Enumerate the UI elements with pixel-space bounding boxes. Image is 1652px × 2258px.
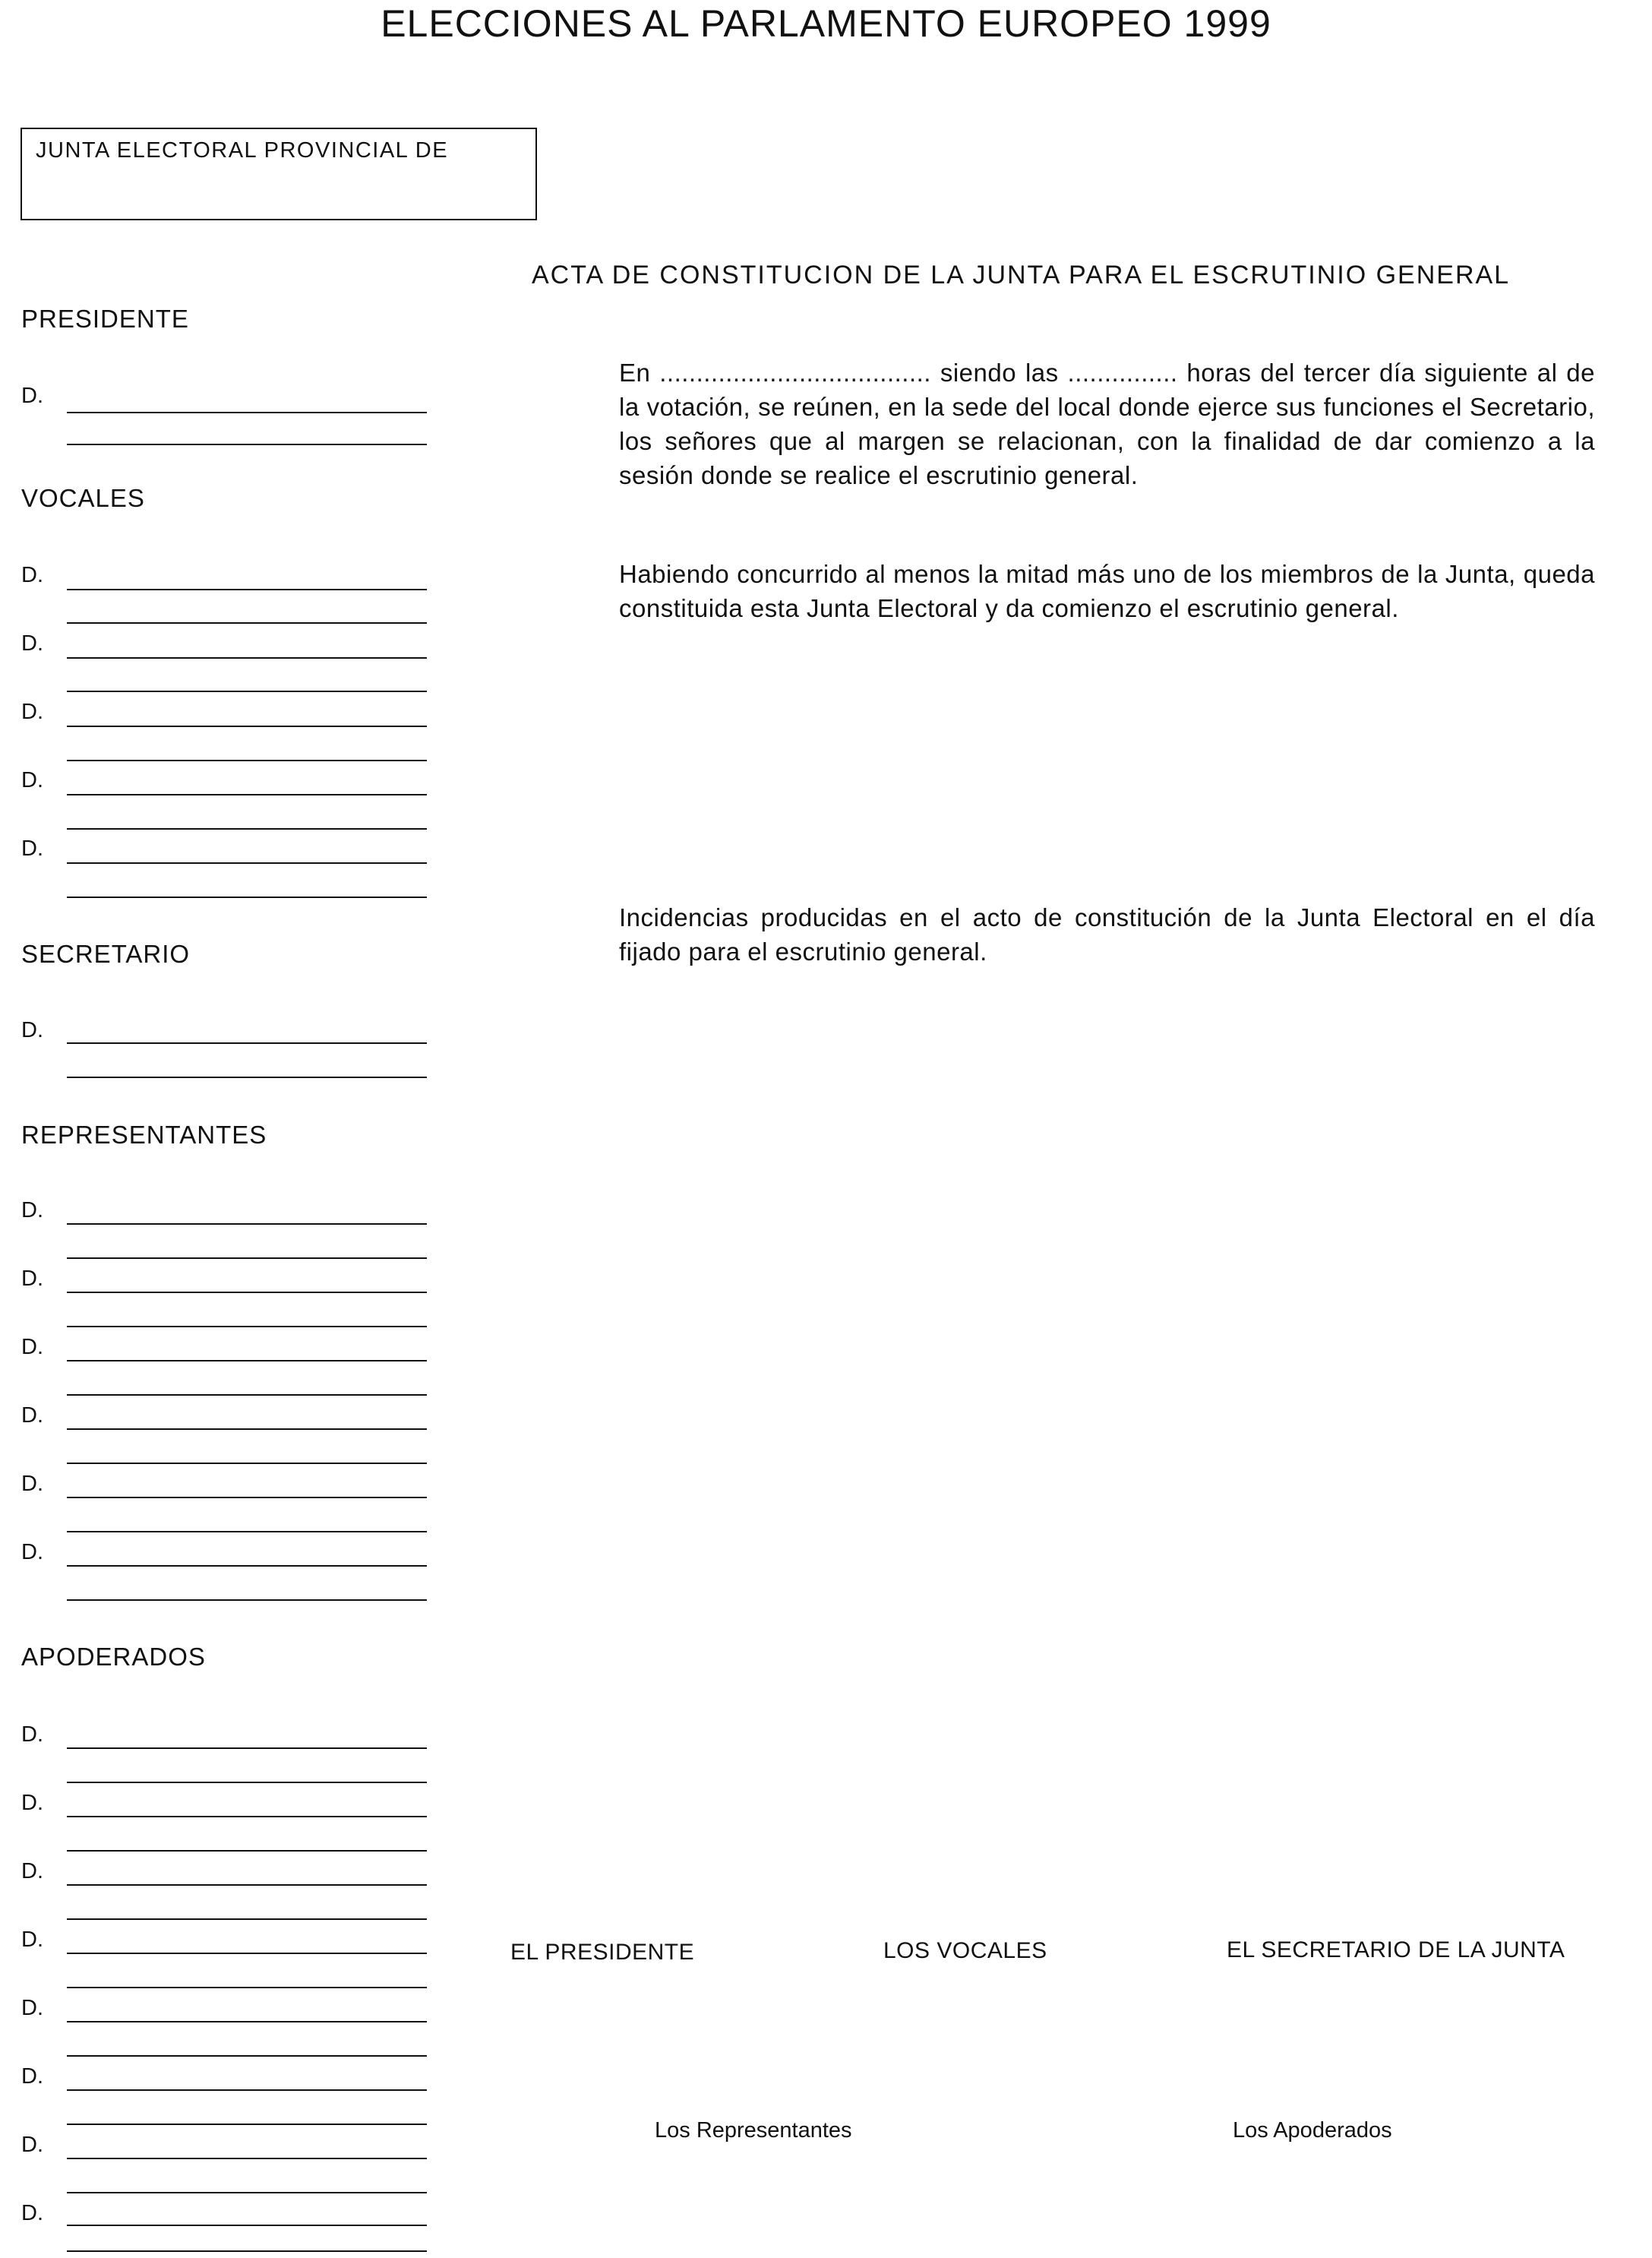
apoderado-name-line[interactable] (67, 2089, 427, 2091)
representante-name-line[interactable] (67, 1360, 427, 1361)
representante-name-line[interactable] (67, 1257, 427, 1259)
presidente-name-line-2[interactable] (67, 444, 427, 445)
apoderado-d-label: D. (21, 1928, 43, 1952)
vocal-name-line[interactable] (67, 794, 427, 795)
representante-d-label: D. (21, 1335, 43, 1359)
section-apoderados: APODERADOS (21, 1643, 206, 1671)
secretario-d-label: D. (21, 1018, 43, 1042)
apoderado-name-line[interactable] (67, 1918, 427, 1920)
junta-electoral-label: JUNTA ELECTORAL PROVINCIAL DE (36, 138, 449, 163)
apoderado-d-label: D. (21, 1791, 43, 1815)
vocal-d-label: D. (21, 700, 43, 724)
apoderado-name-line[interactable] (67, 2225, 427, 2226)
apoderado-name-line[interactable] (67, 2250, 427, 2252)
signature-presidente: EL PRESIDENTE (510, 1940, 695, 1965)
representante-d-label: D. (21, 1267, 43, 1291)
representante-d-label: D. (21, 1540, 43, 1564)
apoderado-name-line[interactable] (67, 2124, 427, 2125)
apoderado-name-line[interactable] (67, 1747, 427, 1749)
acta-title: ACTA DE CONSTITUCION DE LA JUNTA PARA EL ESCRUTINIO GENERAL (532, 261, 1511, 289)
section-representantes: REPRESENTANTES (21, 1121, 267, 1149)
apoderado-d-label: D. (21, 2064, 43, 2089)
vocal-d-label: D. (21, 768, 43, 792)
apoderado-name-line[interactable] (67, 1816, 427, 1817)
representante-d-label: D. (21, 1403, 43, 1428)
signature-apoderados: Los Apoderados (1233, 2118, 1392, 2143)
signature-representantes: Los Representantes (655, 2118, 852, 2143)
apoderado-name-line[interactable] (67, 2021, 427, 2022)
section-secretario: SECRETARIO (21, 940, 191, 968)
page-title: ELECCIONES AL PARLAMENTO EUROPEO 1999 (381, 2, 1271, 45)
representante-name-line[interactable] (67, 1565, 427, 1567)
section-presidente: PRESIDENTE (21, 305, 189, 333)
junta-electoral-box[interactable] (21, 128, 537, 220)
apoderado-name-line[interactable] (67, 2158, 427, 2159)
vocal-name-line[interactable] (67, 897, 427, 898)
vocal-d-label: D. (21, 563, 43, 587)
representante-name-line[interactable] (67, 1599, 427, 1601)
paragraph-session-opening: En ..................................... siendo las ............... horas del tercer día siguiente al de la votación, se reúnen, en la sede del local donde ejerce sus funciones el Secretario, los señores que al margen se relacionan, con la finalidad de dar comienzo a la sesión donde se realice el escrutinio general. (619, 359, 1595, 489)
presidente-d-label: D. (21, 384, 43, 408)
vocal-name-line[interactable] (67, 657, 427, 659)
vocal-name-line[interactable] (67, 622, 427, 624)
secretario-name-line-2[interactable] (67, 1077, 427, 1078)
paragraph-constitution: Habiendo concurrido al menos la mitad más uno de los miembros de la Junta, queda constituida esta Junta Electoral y da comienzo el escrutinio general. (619, 560, 1595, 622)
apoderado-name-line[interactable] (67, 1782, 427, 1783)
apoderado-name-line[interactable] (67, 1850, 427, 1852)
apoderado-d-label: D. (21, 1996, 43, 2020)
vocal-d-label: D. (21, 631, 43, 656)
signature-secretario: EL SECRETARIO DE LA JUNTA (1227, 1937, 1565, 1962)
representante-name-line[interactable] (67, 1326, 427, 1327)
signature-vocales: LOS VOCALES (883, 1938, 1047, 1963)
apoderado-name-line[interactable] (67, 1953, 427, 1954)
apoderado-d-label: D. (21, 1859, 43, 1883)
representante-name-line[interactable] (67, 1223, 427, 1225)
apoderado-name-line[interactable] (67, 2055, 427, 2057)
vocal-name-line[interactable] (67, 691, 427, 692)
representante-d-label: D. (21, 1198, 43, 1222)
apoderado-d-label: D. (21, 1722, 43, 1747)
representante-name-line[interactable] (67, 1531, 427, 1532)
secretario-name-line[interactable] (67, 1042, 427, 1044)
apoderado-name-line[interactable] (67, 2192, 427, 2193)
vocal-name-line[interactable] (67, 726, 427, 727)
representante-name-line[interactable] (67, 1428, 427, 1430)
apoderado-d-label: D. (21, 2133, 43, 2157)
vocal-name-line[interactable] (67, 760, 427, 761)
apoderado-name-line[interactable] (67, 1987, 427, 1988)
representante-name-line[interactable] (67, 1497, 427, 1498)
representante-name-line[interactable] (67, 1394, 427, 1396)
presidente-name-line[interactable] (67, 412, 427, 413)
vocal-name-line[interactable] (67, 589, 427, 590)
representante-d-label: D. (21, 1472, 43, 1496)
representante-name-line[interactable] (67, 1292, 427, 1293)
paragraph-incidencias: Incidencias producidas en el acto de constitución de la Junta Electoral en el día fijado para el escrutinio general. (619, 903, 1595, 966)
apoderado-d-label: D. (21, 2201, 43, 2225)
apoderado-name-line[interactable] (67, 1884, 427, 1886)
vocal-name-line[interactable] (67, 862, 427, 864)
representante-name-line[interactable] (67, 1463, 427, 1464)
vocal-name-line[interactable] (67, 828, 427, 830)
section-vocales: VOCALES (21, 484, 145, 512)
vocal-d-label: D. (21, 836, 43, 861)
